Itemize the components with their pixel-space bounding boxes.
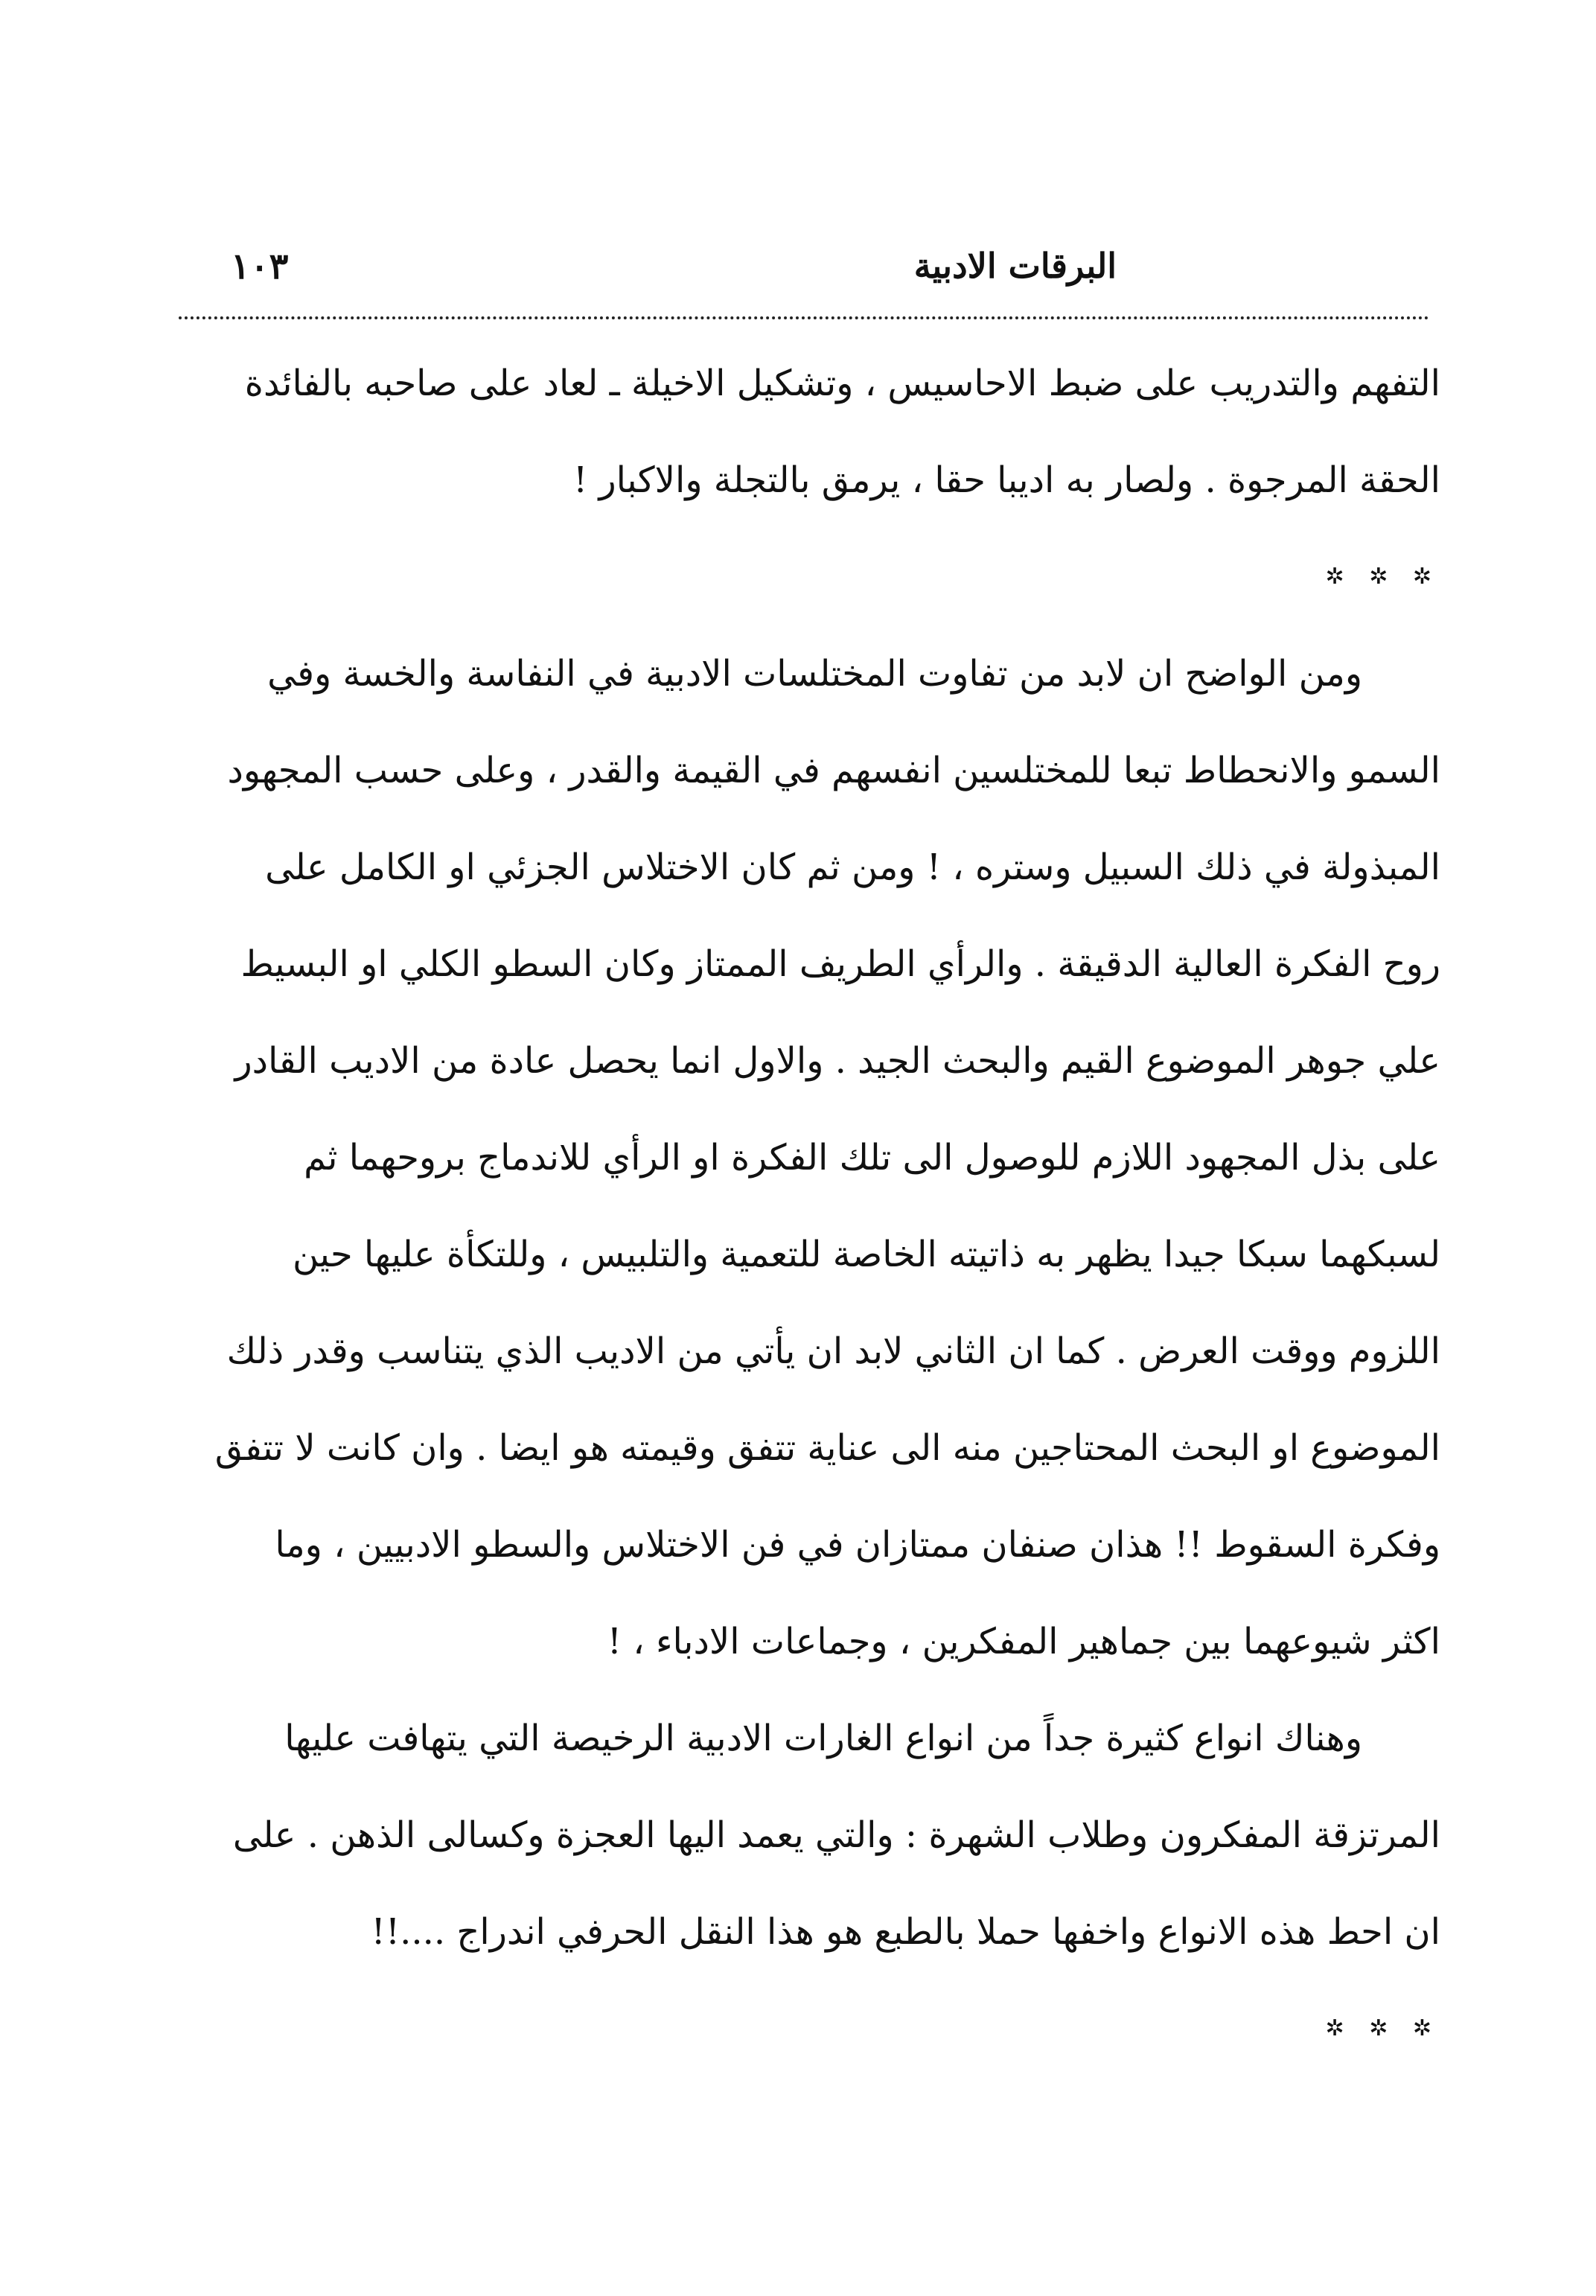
text-line: المرتزقة المفكرون وطلاب الشهرة : والتي يعمد اليها العجزة وكسالى الذهن . على <box>232 1814 1440 1856</box>
text-line: الموضوع او البحث المحتاجين منه الى عناية تتفق وقيمته هو ايضا . وان كانت لا تتفق <box>214 1427 1440 1469</box>
text-line: على بذل المجهود اللازم للوصول الى تلك الفكرة او الرأي للاندماج بروحهما ثم <box>304 1137 1440 1179</box>
text-line: علي جوهر الموضوع القيم والبحث الجيد . والاول انما يحصل عادة من الاديب القادر <box>234 1040 1440 1082</box>
page-header <box>179 246 1429 305</box>
text-line: الحقة المرجوة . ولصار به اديبا حقا ، يرمق بالتجلة والاكبار ! <box>572 459 1440 501</box>
paragraph-2 <box>167 625 1440 1690</box>
section-separator: ✲ ✲ ✲ <box>1325 564 1440 590</box>
paragraph-3 <box>167 1690 1440 1980</box>
text-line: التفهم والتدريب على ضبط الاحاسيس ، وتشكيل الاخيلة ـ لعاد على صاحبه بالفائدة <box>244 363 1440 404</box>
text-line: السمو والانحطاط تبعا للمختلسين انفسهم في القيمة والقدر ، وعلى حسب المجهود <box>227 750 1440 791</box>
text-line: اللزوم ووقت العرض . كما ان الثاني لابد ان يأتي من الاديب الذي يتناسب وقدر ذلك <box>226 1330 1440 1372</box>
paragraph-1 <box>167 335 1440 529</box>
text-line: وهناك انواع كثيرة جداً من انواع الغارات الادبية الرخيصة التي يتهافت عليها <box>284 1718 1362 1759</box>
page-number: ١٠٣ <box>231 246 289 287</box>
text-line: روح الفكرة العالية الدقيقة . والرأي الطريف الممتاز وكان السطو الكلي او البسيط <box>240 943 1440 985</box>
text-line: اكثر شيوعهما بين جماهير المفكرين ، وجماعات الادباء ، ! <box>607 1621 1440 1662</box>
text-line: وفكرة السقوط !! هذان صنفان ممتازان في فن الاختلاس والسطو الادبيين ، وما <box>275 1524 1440 1566</box>
text-line: المبذولة في ذلك السبيل وستره ، ! ومن ثم كان الاختلاس الجزئي او الكامل على <box>265 846 1440 888</box>
text-line: ومن الواضح ان لابد من تفاوت المختلسات الادبية في النفاسة والخسة وفي <box>267 653 1362 695</box>
header-divider <box>179 316 1429 319</box>
text-line: ان احط هذه الانواع واخفها حملا بالطبع هو هذا النقل الحرفي اندراج ....!! <box>371 1911 1440 1953</box>
text-line: لسبكهما سبكا جيدا يظهر به ذاتيته الخاصة للتعمية والتلبيس ، وللتكأة عليها حين <box>292 1234 1440 1275</box>
page-body <box>167 335 1440 2077</box>
section-separator: ✲ ✲ ✲ <box>1325 2015 1440 2041</box>
running-title: البرقات الادبية <box>913 246 1117 286</box>
